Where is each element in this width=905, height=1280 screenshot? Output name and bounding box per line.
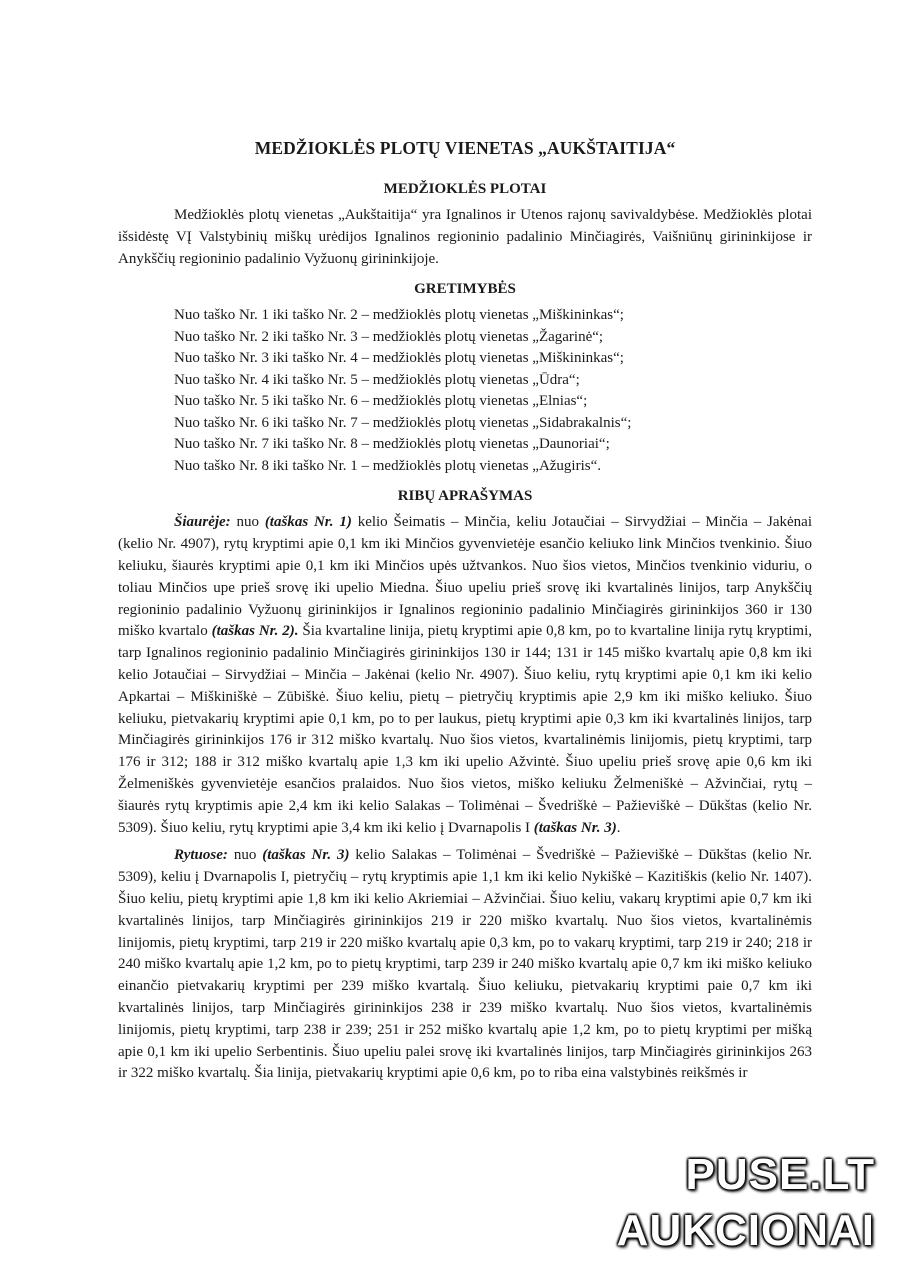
text-run: Šia kvartaline linija, pietų kryptimi apie 0,8 km, po to kvartaline linija rytų kryptimi, tarp Ignalinos regioninio padalinio Minčiagirės girininkijos 130 ir 144; 131 ir 145 miško kvartalų apie 0,8 km iki kelio Jotaučiai – Sirvydžiai – Minčia – Jakėnai (kelio Nr. 4907). Šiuo keliu, rytų kryptimi apie 0,1 km iki kelio Apkartai – Miškiniškė – Zūbiškė. Šiuo keliu, pietų – pietryčių kryptimis apie 2,9 km iki miško keliuko. Šiuo keliuku, pietvakarių kryptimi apie 0,1 km, po to per laukus, pietų kryptimi apie 0,3 km iki kvartalinės linijos, tarp Minčiagirės girininkijos 176 ir 312 miško kvartalų. Nuo šios vietos, kvartalinėmis linijomis, pietų kryptimi, tarp 176 ir 312; 188 ir 312 miško kvartalų apie 1,3 km iki upelio Ažvintė. Šiuo upeliu prieš srovę apie 0,6 km iki Želmeniškės gyvenvietėje esančios pralaidos. Nuo šios vietos, miško keliuku Želmeniškė – Ažvinčiai, rytų – šiaurės rytų kryptimis apie 2,4 km iki kelio Salakas – Tolimėnai – Švedriškė – Pažieviškė – Dūkštas (kelio Nr. 5309). Šiuo keliu, rytų kryptimi apie 3,4 km iki kelio į Dvarnapolis I (118, 623, 812, 836)
neighbor-item: Nuo taško Nr. 8 iki taško Nr. 1 – medžioklės plotų vienetas „Ažugiris“. (174, 457, 602, 474)
text-run: nuo (227, 847, 263, 864)
plotai-paragraph: Medžioklės plotų vienetas „Aukštaitija“ yra Ignalinos ir Utenos rajonų savivaldybėse. Medžioklės plotai išsidėstę VĮ Valstybinių miškų urėdijos Ignalinos regioninio padalinio Minčiagirės, Vaišniūnų girininkijose ir Anykščių regioninio padalinio Vyžuonų girininkijoje. (118, 207, 812, 267)
text-run: kelio Šeimatis – Minčia, keliu Jotaučiai – Sirvydžiai – Minčia – Jakėnai (kelio Nr. 4907), rytų kryptimi apie 0,1 km iki Minčios gyvenvietėje esančio keliuko link Minčios tvenkinio. Šiuo keliuku, šiaurės kryptimi apie 0,1 km iki Minčios upės užtvankos. Nuo šios vietos, Minčios tvenkinio viduriu, o toliau Minčios upe prieš srovę iki upelio Miedna. Šiuo upeliu prieš srovę iki kvartalinės linijos, tarp Anykščių regioninio padalinio Vyžuonų girininkijos ir Ignalinos regioninio padalinio Minčiagirės girininkijos 360 ir 130 miško kvartalo (118, 514, 812, 640)
east-boundary-paragraph (118, 845, 812, 1085)
section-heading-plotai: MEDŽIOKLĖS PLOTAI (383, 181, 547, 197)
neighbor-item: Nuo taško Nr. 1 iki taško Nr. 2 – medžioklės plotų vienetas „Miškininkas“; (174, 307, 624, 324)
neighbor-item: Nuo taško Nr. 2 iki taško Nr. 3 – medžioklės plotų vienetas „Žagarinė“; (174, 328, 604, 345)
document-title: MEDŽIOKLĖS PLOTŲ VIENETAS „AUKŠTAITIJA“ (254, 138, 676, 158)
watermark-line1: PUSE.LT (685, 1150, 875, 1199)
north-label: Šiaurėje: (174, 514, 231, 531)
text-run: . (616, 819, 621, 836)
north-boundary-paragraph (118, 512, 812, 839)
point-label: (taškas Nr. 1) (264, 514, 352, 531)
watermark-line2: AUKCIONAI (616, 1206, 875, 1255)
neighbor-item: Nuo taško Nr. 6 iki taško Nr. 7 – medžioklės plotų vienetas „Sidabrakalnis“; (174, 414, 632, 431)
document-page (118, 138, 812, 1085)
point-label: (taškas Nr. 2). (211, 623, 299, 640)
neighbor-item: Nuo taško Nr. 5 iki taško Nr. 6 – medžioklės plotų vienetas „Elnias“; (174, 393, 588, 410)
section-heading-ribos: RIBŲ APRAŠYMAS (397, 488, 533, 505)
text-run: kelio Salakas – Tolimėnai – Švedriškė – Pažieviškė – Dūkštas (kelio Nr. 5309), keliu į Dvarnapolis I, pietryčių – rytų kryptimis apie 1,1 km iki kelio Nykiškė – Kazitiškis (kelio Nr. 1407). Šiuo keliu, pietų kryptimi apie 1,8 km iki kelio Akriemiai – Ažvinčiai. Šiuo keliu, vakarų kryptimi apie 0,7 km iki kvartalinės linijos, tarp Minčiagirės girininkijos 219 ir 220 miško kvartalų. Nuo šios vietos, kvartalinėmis linijomis, pietų kryptimi, tarp 219 ir 220 miško kvartalų apie 0,3 km, po to vakarų kryptimi, tarp 219 ir 240; 218 ir 240 miško kvartalų apie 1,2 km, po to pietų kryptimi, tarp 239 ir 240 miško kvartalų apie 0,7 km iki miško keliuko einančio pietvakarių kryptimi per 239 miško kvartalą. Šiuo keliuku, pietvakarių kryptimi paie 0,7 km iki kvartalinės linijos, tarp Minčiagirės girininkijos 238 ir 239 miško kvartalų. Nuo šios vietos, kvartalinėmis linijomis, pietų kryptimi, tarp 238 ir 239; 251 ir 252 miško kvartalų apie 1,2 km, po to pietų kryptimi per mišką apie 0,1 km iki upelio Serbentinis. Šiuo upeliu palei srovę iki kvartalinės linijos, tarp Minčiagirės girininkijos 263 ir 322 miško kvartalų. Šia linija, pietvakarių kryptimi apie 0,6 km, po to riba eina valstybinės reikšmės ir (118, 847, 812, 1082)
neighbors-list (118, 305, 812, 477)
section-heading-gretimybes: GRETIMYBĖS (414, 281, 516, 298)
point-label: (taškas Nr. 3) (262, 847, 350, 864)
text-run: nuo (230, 514, 265, 531)
neighbor-item: Nuo taško Nr. 4 iki taško Nr. 5 – medžioklės plotų vienetas „Ūdra“; (174, 371, 580, 388)
neighbor-item: Nuo taško Nr. 3 iki taško Nr. 4 – medžioklės plotų vienetas „Miškininkas“; (174, 350, 624, 367)
point-label: (taškas Nr. 3) (533, 819, 617, 836)
east-label: Rytuose: (174, 847, 228, 864)
neighbor-item: Nuo taško Nr. 7 iki taško Nr. 8 – medžioklės plotų vienetas „Daunoriai“; (174, 436, 610, 453)
